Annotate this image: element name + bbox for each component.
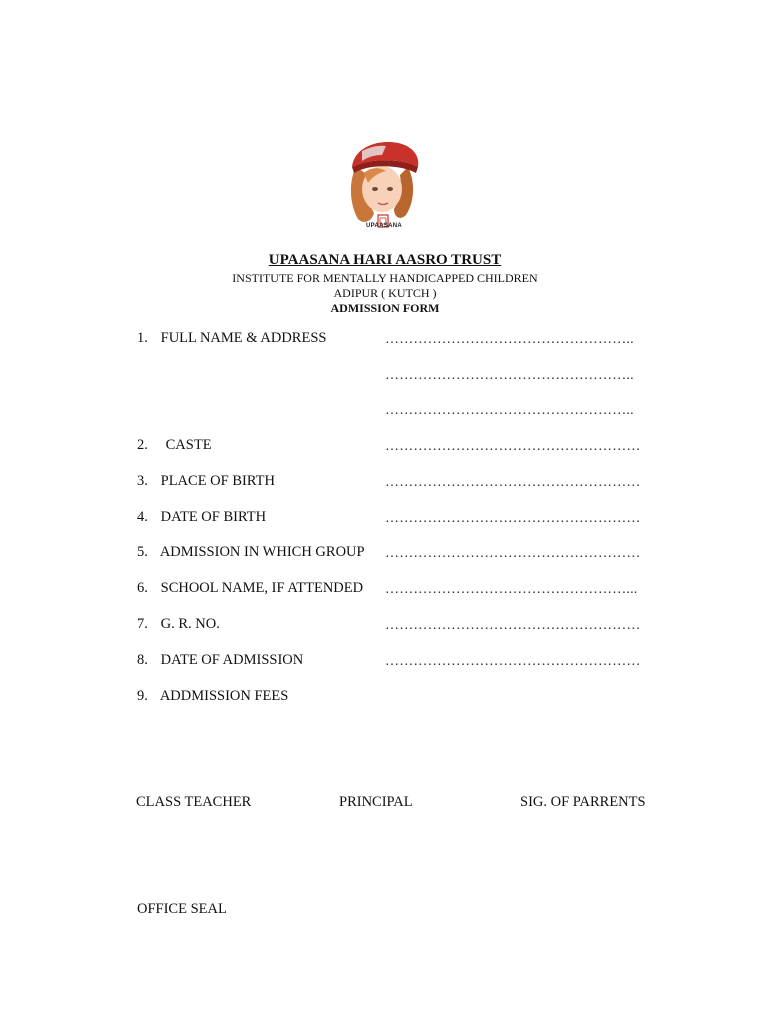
field-full-name-address (137, 330, 326, 347)
field-label: G. R. NO. (160, 616, 220, 632)
parents-signature: SIG. OF PARRENTS (520, 794, 646, 810)
field-gr-no (137, 616, 220, 633)
field-label: SCHOOL NAME, IF ATTENDED (160, 580, 364, 596)
blank-line[interactable]: ……………………………………………… (385, 546, 641, 561)
field-place-of-birth (137, 473, 275, 490)
field-school-name (137, 580, 363, 597)
field-caste (137, 437, 212, 454)
principal-signature: PRINCIPAL (339, 794, 413, 810)
blank-line[interactable]: …………………………………………….. (385, 332, 634, 347)
field-label: ADDMISSION FEES (159, 688, 289, 704)
field-number: 8. (137, 652, 148, 668)
class-teacher-signature: CLASS TEACHER (136, 794, 252, 810)
logo-caption: UPAASANA (366, 223, 402, 229)
field-number: 9. (137, 688, 148, 704)
child-face-logo-icon (342, 137, 426, 233)
field-number: 4. (137, 509, 148, 525)
field-label: FULL NAME & ADDRESS (160, 330, 327, 346)
blank-line[interactable]: ……………………………………………... (385, 582, 638, 597)
blank-line[interactable]: ……………………………………………… (385, 439, 641, 454)
location-line: ADIPUR ( KUTCH ) (333, 286, 437, 300)
field-number: 3. (137, 473, 148, 489)
blank-line[interactable]: ……………………………………………… (385, 475, 641, 490)
blank-line[interactable]: ……………………………………………… (385, 654, 641, 669)
field-number: 7. (137, 616, 148, 632)
field-label: ADMISSION IN WHICH GROUP (159, 544, 365, 560)
field-label: CASTE (165, 437, 212, 453)
field-label: PLACE OF BIRTH (160, 473, 275, 489)
form-name: ADMISSION FORM (330, 301, 440, 315)
page-title: UPAASANA HARI AASRO TRUST (268, 252, 502, 268)
field-number: 5. (137, 544, 148, 560)
field-date-of-birth (137, 509, 266, 526)
blank-line[interactable]: …………………………………………….. (385, 368, 634, 383)
field-number: 2. (137, 437, 148, 453)
blank-line[interactable]: …………………………………………….. (385, 403, 634, 418)
field-number: 1. (137, 330, 148, 346)
field-label: DATE OF BIRTH (160, 509, 267, 525)
field-label: DATE OF ADMISSION (160, 652, 304, 668)
field-number: 6. (137, 580, 148, 596)
office-seal: OFFICE SEAL (137, 901, 227, 917)
blank-line[interactable]: ……………………………………………… (385, 618, 641, 633)
field-admission-group (137, 544, 365, 561)
field-date-of-admission (137, 652, 303, 669)
institute-subtitle: INSTITUTE FOR MENTALLY HANDICAPPED CHILDREN (232, 271, 538, 285)
field-admission-fees (137, 688, 288, 705)
blank-line[interactable]: ……………………………………………… (385, 511, 641, 526)
